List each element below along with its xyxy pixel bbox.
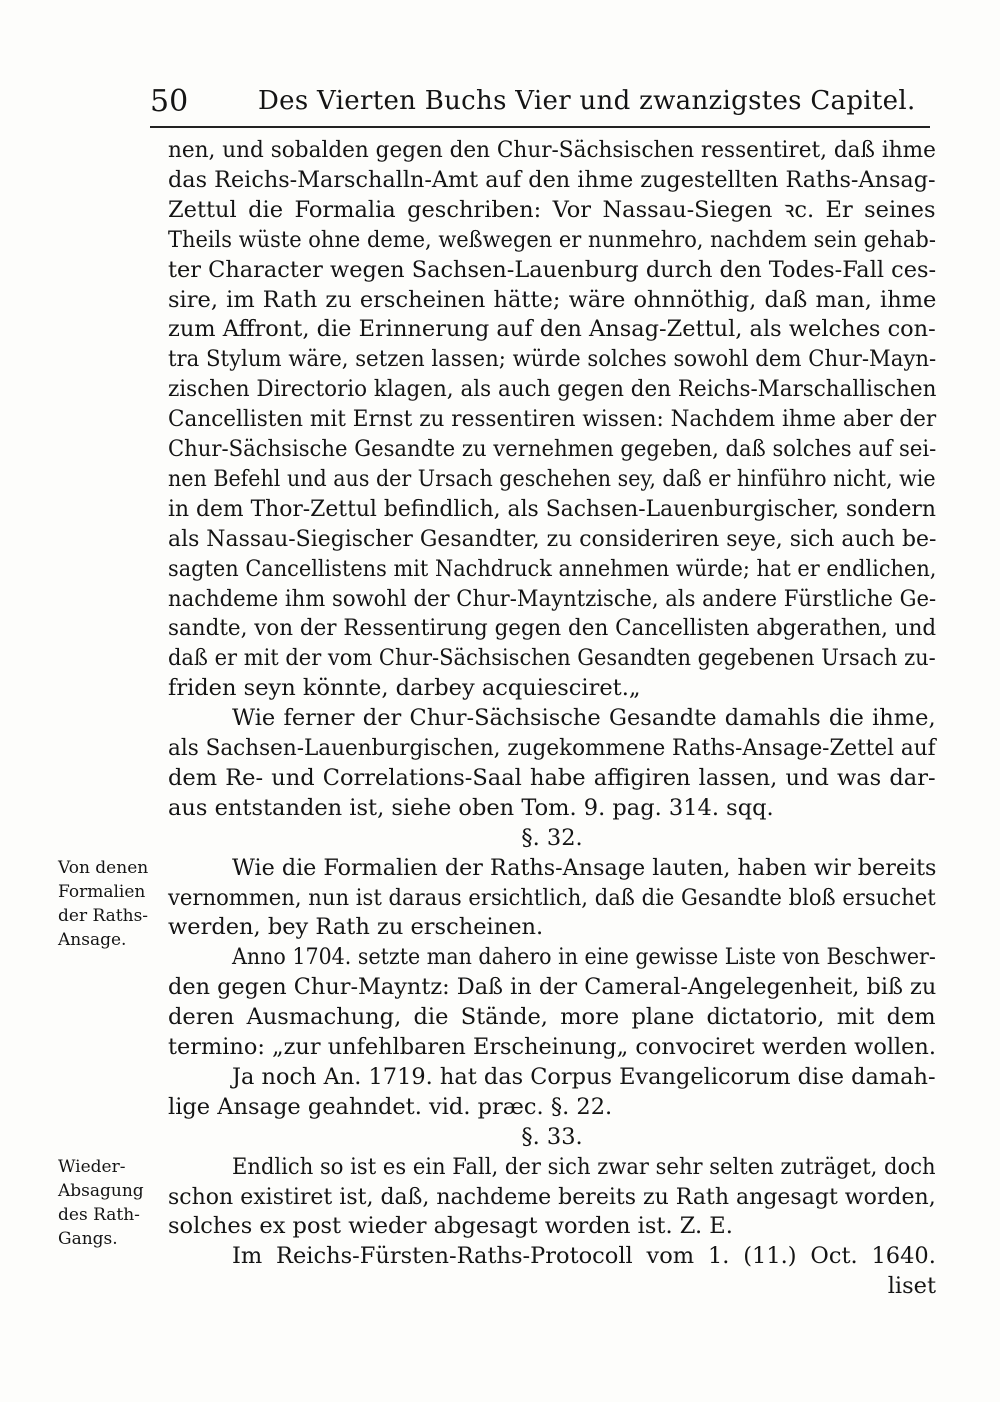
text-line: als Nassau-Siegischer Gesandter, zu consideriren seye, sich auch be-: [168, 525, 937, 552]
text-line: werden, bey Rath zu erscheinen.: [168, 914, 544, 941]
text-line: Ja noch An. 1719. hat das Corpus Evangelicorum dise damah-: [232, 1063, 936, 1090]
margin-note-line: Gangs.: [58, 1228, 118, 1249]
text-line: lige Ansage geahndet. vid. præc. §. 22.: [168, 1093, 613, 1120]
text-line: in dem Thor-Zettul befindlich, als Sachsen-Lauenburgischer, sondern: [168, 495, 936, 522]
text-line: vernommen, nun ist daraus ersichtlich, daß die Gesandte bloß ersuchet: [168, 884, 936, 911]
text-line: sagten Cancellistens mit Nachdruck annehmen würde; hat er endlichen,: [168, 555, 937, 582]
text-line: friden seyn könnte, darbey acquiesciret.„: [168, 675, 641, 702]
text-line: als Sachsen-Lauenburgischen, zugekommene Raths-Ansage-Zettel auf: [168, 735, 936, 761]
text-line: nen Befehl und aus der Ursach geschehen sey, daß er hinführo nicht, wie: [168, 465, 936, 492]
text-line: sandte, von der Ressentirung gegen den Cancellisten abgerathen, und: [168, 615, 937, 642]
text-line: schon existiret ist, daß, nachdeme bereits zu Rath angesagt worden,: [168, 1183, 936, 1210]
text-line: liset: [887, 1273, 936, 1300]
margin-note-line: Absagung: [58, 1180, 144, 1201]
text-line: solches ex post wieder abgesagt worden ist. Z. E.: [168, 1213, 733, 1240]
text-line: sire, im Rath zu erscheinen hätte; wäre ohnnöthig, daß man, ihme: [168, 286, 937, 313]
text-line: Anno 1704. setzte man dahero in eine gewisse Liste von Beschwer-: [232, 944, 936, 971]
text-line: Im Reichs-Fürsten-Raths-Protocoll vom 1. (11.) Oct. 1640.: [232, 1243, 936, 1270]
margin-note-line: des Rath-: [58, 1204, 140, 1225]
text-line: Theils wüste ohne deme, weßwegen er nunmehro, nachdem sein gehab-: [168, 226, 936, 253]
margin-note-line: Von denen: [58, 857, 149, 878]
text-line: termino: „zur unfehlbaren Erscheinung„ convociret werden wollen.: [168, 1034, 936, 1060]
running-header: [150, 80, 930, 128]
text-line: zischen Directorio klagen, als auch gegen den Reichs-Marschallischen: [168, 376, 937, 403]
running-title: Des Vierten Buchs Vier und zwanzigstes Capitel.: [258, 86, 916, 116]
text-line: das Reichs-Marschalln-Amt auf den ihme zugestellten Raths-Ansag-: [168, 166, 936, 193]
text-line: deren Ausmachung, die Stände, more plane dictatorio, mit dem: [168, 1004, 936, 1031]
text-line: tra Stylum wäre, setzen lassen; würde solches sowohl dem Chur-Mayn-: [168, 346, 937, 373]
margin-note-line: Ansage.: [58, 929, 127, 950]
text-line: dem Re- und Correlations-Saal habe affigiren lassen, und was dar-: [168, 764, 936, 791]
text-line: daß er mit der vom Chur-Sächsischen Gesandten gegebenen Ursach zu-: [168, 645, 936, 672]
text-line: §. 33.: [521, 1123, 583, 1150]
text-line: Wie ferner der Chur-Sächsische Gesandte damahls die ihme,: [232, 705, 936, 732]
text-line: ter Character wegen Sachsen-Lauenburg durch den Todes-Fall ces-: [168, 256, 937, 283]
text-line: Cancellisten mit Ernst zu ressentiren wissen: Nachdem ihme aber der: [168, 406, 937, 433]
text-line: Endlich so ist es ein Fall, der sich zwar sehr selten zuträget, doch: [232, 1153, 936, 1180]
text-line: nachdeme ihm sowohl der Chur-Mayntzische, als andere Fürstliche Ge-: [168, 585, 937, 612]
text-line: Chur-Sächsische Gesandte zu vernehmen gegeben, daß solches auf sei-: [168, 436, 937, 462]
text-line: aus entstanden ist, siehe oben Tom. 9. pag. 314. sqq.: [168, 794, 774, 821]
text-line: Zettul die Formalia geschriben: Vor Nassau-Siegen ꝛc. Er seines: [168, 196, 936, 223]
text-line: Wie die Formalien der Raths-Ansage lauten, haben wir bereits: [232, 854, 937, 881]
text-line: den gegen Chur-Mayntz: Daß in der Cameral-Angelegenheit, biß zu: [168, 974, 937, 1001]
margin-note: [58, 1155, 170, 1251]
text-line: nen, und sobalden gegen den Chur-Sächsischen ressentiret, daß ihme: [168, 137, 936, 163]
margin-note-line: Formalien: [58, 881, 146, 902]
text-line: §. 32.: [521, 824, 583, 851]
margin-note: [58, 856, 170, 952]
text-line: zum Affront, die Erinnerung auf den Ansag-Zettul, als welches con-: [168, 316, 936, 343]
page-number: 50: [150, 84, 189, 119]
margin-note-line: Wieder-: [58, 1156, 126, 1177]
margin-note-line: der Raths-: [58, 905, 149, 926]
